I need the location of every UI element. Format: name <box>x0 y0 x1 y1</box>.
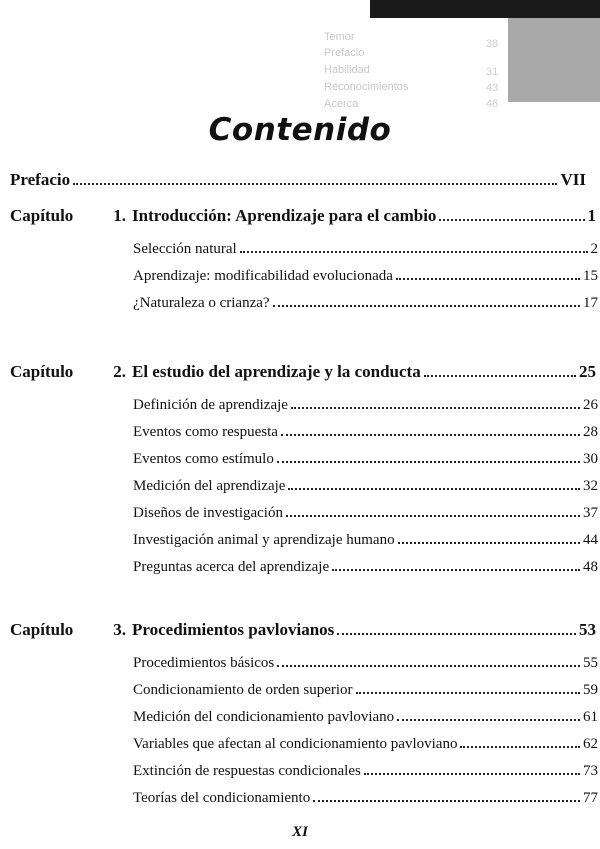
toc-section-row <box>133 424 598 441</box>
toc-section-row <box>133 559 598 576</box>
dot-leader <box>277 665 580 667</box>
toc-chapter-row <box>10 362 596 382</box>
bleed-line: Temor <box>324 31 355 43</box>
page-number: 25 <box>579 362 596 381</box>
section-title: Extinción de respuestas condicionales <box>133 763 361 779</box>
page-number: 37 <box>583 505 598 521</box>
dot-leader <box>288 488 580 490</box>
toc-chapter-row <box>10 620 596 640</box>
dot-leader <box>397 719 580 721</box>
toc-section-row <box>133 451 598 468</box>
page-number: 44 <box>583 532 598 548</box>
page-number: 1 <box>587 206 596 225</box>
section-title: Investigación animal y aprendizaje humano <box>133 532 395 548</box>
dot-leader <box>281 434 580 436</box>
chapter-label: Capítulo <box>10 206 74 225</box>
page-number: 59 <box>583 682 598 698</box>
page-title: Contenido <box>208 112 392 148</box>
dot-leader <box>337 633 576 635</box>
dot-leader <box>356 692 580 694</box>
toc-section-row <box>133 763 598 780</box>
toc-section-row <box>133 736 598 753</box>
dot-leader <box>273 305 580 307</box>
dot-leader <box>396 278 580 280</box>
section-title: Eventos como respuesta <box>133 424 278 440</box>
toc-section-row <box>133 790 598 807</box>
dot-leader <box>439 219 584 221</box>
page-number: 2 <box>590 241 598 257</box>
toc-section-row <box>133 505 598 522</box>
chapter-label: Capítulo <box>10 362 74 381</box>
page-number: 26 <box>583 397 598 413</box>
page-number: 32 <box>583 478 598 494</box>
chapter-number: 2. <box>113 362 126 381</box>
page-number: 28 <box>583 424 598 440</box>
bleed-line: Acerca <box>324 98 359 110</box>
section-title: Medición del condicionamiento pavloviano <box>133 709 395 725</box>
dot-leader <box>291 407 580 409</box>
bleed-line: Prefacio <box>324 47 365 59</box>
page-number: 62 <box>583 736 598 752</box>
section-title: Diseños de investigación <box>133 505 283 521</box>
bleed-number: 31 <box>486 66 499 78</box>
section-title: Procedimientos básicos <box>133 655 275 671</box>
dot-leader <box>460 746 580 748</box>
preface-label: Prefacio <box>10 170 71 189</box>
page-number: 15 <box>583 268 598 284</box>
section-title: Preguntas acerca del aprendizaje <box>133 559 330 575</box>
toc-section-row <box>133 397 598 414</box>
page-number: 17 <box>583 295 598 311</box>
dot-leader <box>277 461 580 463</box>
toc-section-row <box>133 268 598 285</box>
toc-section-row <box>133 295 598 312</box>
bleed-number: 38 <box>486 38 499 50</box>
section-title: Aprendizaje: modificabilidad evolucionada <box>133 268 393 284</box>
dot-leader <box>313 800 580 802</box>
page-number: 55 <box>583 655 598 671</box>
page-number: VII <box>560 170 586 189</box>
toc-preface-row <box>10 170 586 190</box>
section-title: Condicionamiento de orden superior <box>133 682 353 698</box>
chapter-title: El estudio del aprendizaje y la conducta <box>132 362 421 381</box>
dot-leader <box>424 375 576 377</box>
dot-leader <box>398 542 580 544</box>
toc-section-row <box>133 709 598 726</box>
toc-section-row <box>133 532 598 549</box>
chapter-title: Introducción: Aprendizaje para el cambio <box>132 206 437 225</box>
toc-section-row <box>133 682 598 699</box>
section-title: Definición de aprendizaje <box>133 397 288 413</box>
bleed-line: Habilidad <box>324 64 370 76</box>
bleed-number: 46 <box>486 98 499 110</box>
dot-leader <box>364 773 580 775</box>
page-number: 61 <box>583 709 598 725</box>
corner-dark-band <box>370 0 600 18</box>
dot-leader <box>73 183 557 185</box>
page-number: 30 <box>583 451 598 467</box>
corner-gray-block <box>508 18 600 102</box>
bleed-number: 43 <box>486 82 499 94</box>
toc-section-row <box>133 478 598 495</box>
chapter-number: 1. <box>113 206 126 225</box>
dot-leader <box>286 515 580 517</box>
section-title: Teorías del condicionamiento <box>133 790 311 806</box>
toc-chapter-row <box>10 206 596 226</box>
page-number: 77 <box>583 790 598 806</box>
chapter-title: Procedimientos pavlovianos <box>132 620 335 639</box>
section-title: Variables que afectan al condicionamiento pavloviano <box>133 736 458 752</box>
toc-section-row <box>133 655 598 672</box>
footer-page-number: XI <box>292 824 308 840</box>
section-title: Selección natural <box>133 241 237 257</box>
dot-leader <box>332 569 580 571</box>
section-title: Medición del aprendizaje <box>133 478 286 494</box>
chapter-label: Capítulo <box>10 620 74 639</box>
page-number: 48 <box>583 559 598 575</box>
section-title: Eventos como estímulo <box>133 451 274 467</box>
toc-section-row <box>133 241 598 258</box>
dot-leader <box>240 251 588 253</box>
page-number: 73 <box>583 763 598 779</box>
bleed-line: Reconocimientos <box>324 81 409 93</box>
chapter-number: 3. <box>113 620 126 639</box>
section-title: ¿Naturaleza o crianza? <box>133 295 270 311</box>
page-number: 53 <box>579 620 596 639</box>
